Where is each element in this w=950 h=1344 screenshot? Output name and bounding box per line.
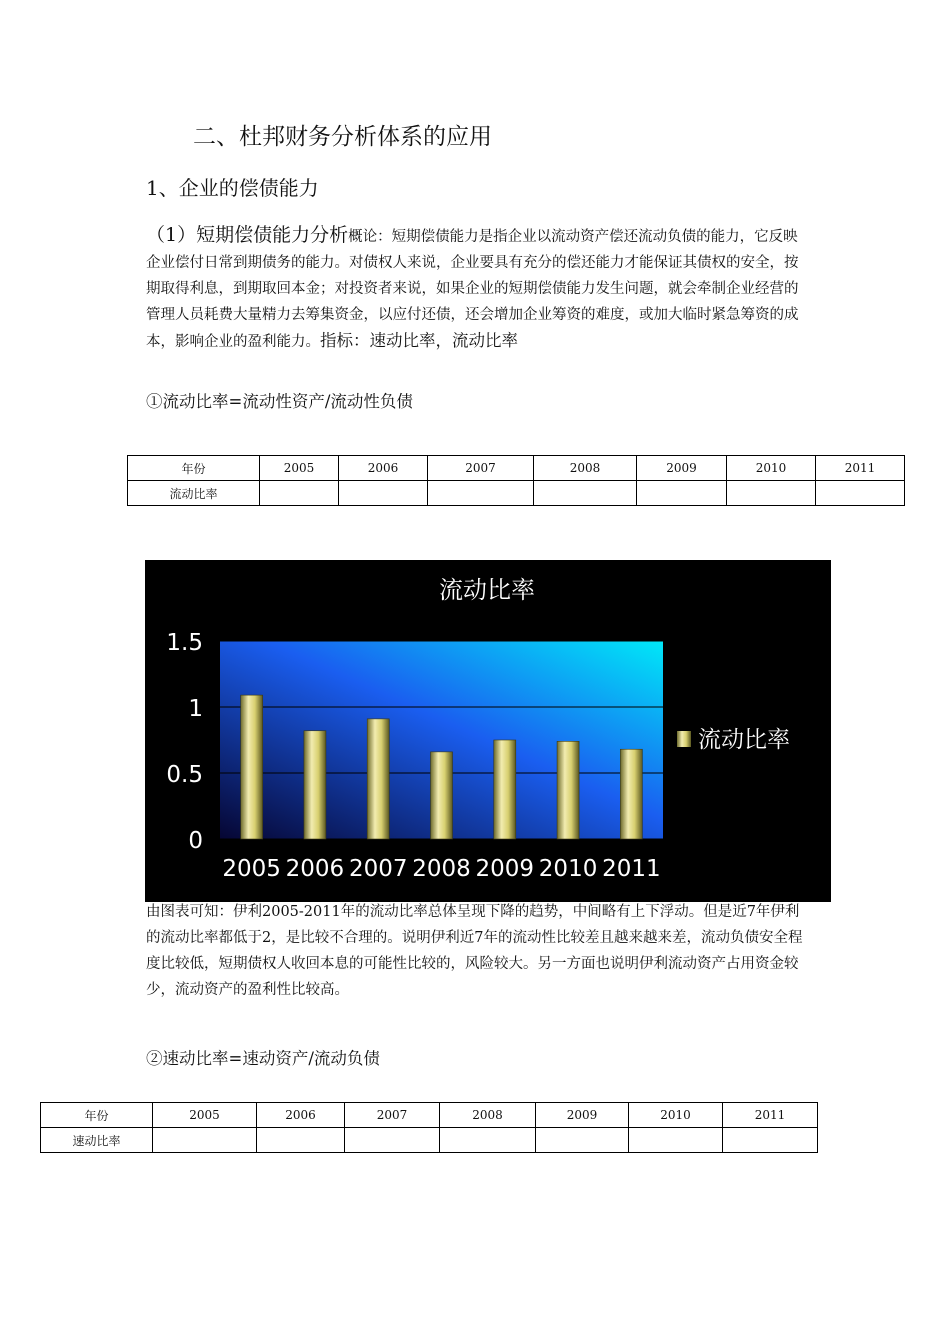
table-header-cell: 2010 [629,1103,723,1128]
indicator-text: 指标：速动比率，流动比率 [320,331,518,350]
bar-2008 [431,752,453,839]
table-cell [723,1128,818,1153]
table-header-cell: 2005 [153,1103,257,1128]
x-tick-label: 2008 [412,856,471,882]
chart-canvas [145,560,831,902]
y-tick-label: 1.5 [166,630,203,656]
x-tick-label: 2011 [602,856,661,882]
concept-label: 概论： [348,229,392,245]
table-row-label: 流动比率 [128,481,260,506]
bar-2010 [557,741,579,839]
table-cell [816,481,905,506]
table-header-cell: 年份 [128,456,260,481]
table-header-cell: 2009 [637,456,727,481]
legend-label: 流动比率 [698,727,790,753]
table-row [128,481,905,506]
x-tick-label: 2009 [475,856,535,882]
current-ratio-chart [145,560,831,902]
x-tick-label: 2010 [538,856,598,882]
table-header-cell: 2008 [440,1103,536,1128]
current-ratio-table [127,455,905,506]
quick-ratio-table [40,1102,818,1153]
y-tick-label: 1 [188,696,203,722]
legend-swatch [677,731,691,747]
subsection-title: 1、企业的偿债能力 [146,176,319,200]
formula-current-ratio: ①流动比率=流动性资产/流动性负债 [146,392,413,411]
x-tick-label: 2006 [285,856,345,882]
table-cell [629,1128,723,1153]
table-cell [637,481,727,506]
table-header-row [41,1103,818,1128]
table-cell [536,1128,629,1153]
table-cell [257,1128,345,1153]
table-cell [339,481,428,506]
short-term-solvency-paragraph [146,222,811,355]
table-header-cell: 2011 [816,456,905,481]
table-cell [727,481,816,506]
table-header-cell: 2011 [723,1103,818,1128]
table-row-label: 速动比率 [41,1128,153,1153]
table-cell [428,481,534,506]
table-header-cell: 2005 [260,456,339,481]
table-header-cell: 年份 [41,1103,153,1128]
formula-quick-ratio: ②速动比率=速动资产/流动负债 [146,1049,380,1068]
table-cell [440,1128,536,1153]
x-tick-label: 2005 [222,856,281,882]
bar-2006 [304,731,326,839]
analysis-paragraph: 由图表可知：伊利2005-2011年的流动比率总体呈现下降的趋势，中间略有上下浮动。但是近7年伊利的流动比率都低于2，是比较不合理的。说明伊利近7年的流动性比较差且越来越来差，流动负债安全程度比较低，短期债权人收回本息的可能性比较的，风险较大。另一方面也说明伊利流动资产占用资金较少，流动资产的盈利性比较高。 [146,904,803,998]
table-header-cell: 2010 [727,456,816,481]
table-header-row [128,456,905,481]
table-header-cell: 2006 [339,456,428,481]
x-tick-label: 2007 [348,856,408,882]
y-tick-label: 0 [188,828,203,854]
table-header-cell: 2007 [345,1103,440,1128]
concept-text: 短期偿债能力是指企业以流动资产偿还流动负债的能力，它反映企业偿付日常到期债务的能力。对债权人来说，企业要具有充分的偿还能力才能保证其债权的安全，按期取得利息，到期取回本金；对投资者来说，如果企业的短期偿债能力发生问题，就会牵制企业经营的管理人员耗费大量精力去筹集资金，以应付还债，还会增加企业筹资的难度，或加大临时紧急筹资的成本，影响企业的盈利能力。 [146,229,799,350]
part1-heading-number: （1） [146,224,197,246]
table-header-cell: 2008 [534,456,637,481]
table-header-cell: 2006 [257,1103,345,1128]
y-tick-label: 0.5 [166,762,203,788]
chart-title: 流动比率 [439,576,535,604]
bar-2005 [241,695,263,839]
table-header-cell: 2009 [536,1103,629,1128]
table-cell [153,1128,257,1153]
table-cell [345,1128,440,1153]
table-cell [260,481,339,506]
table-header-cell: 2007 [428,456,534,481]
bar-2009 [494,740,516,839]
table-row [41,1128,818,1153]
bar-2011 [620,749,642,839]
bar-2007 [367,719,389,839]
part1-heading: 短期偿债能力分析 [196,224,349,246]
section-title: 二、杜邦财务分析体系的应用 [193,124,492,150]
table-cell [534,481,637,506]
